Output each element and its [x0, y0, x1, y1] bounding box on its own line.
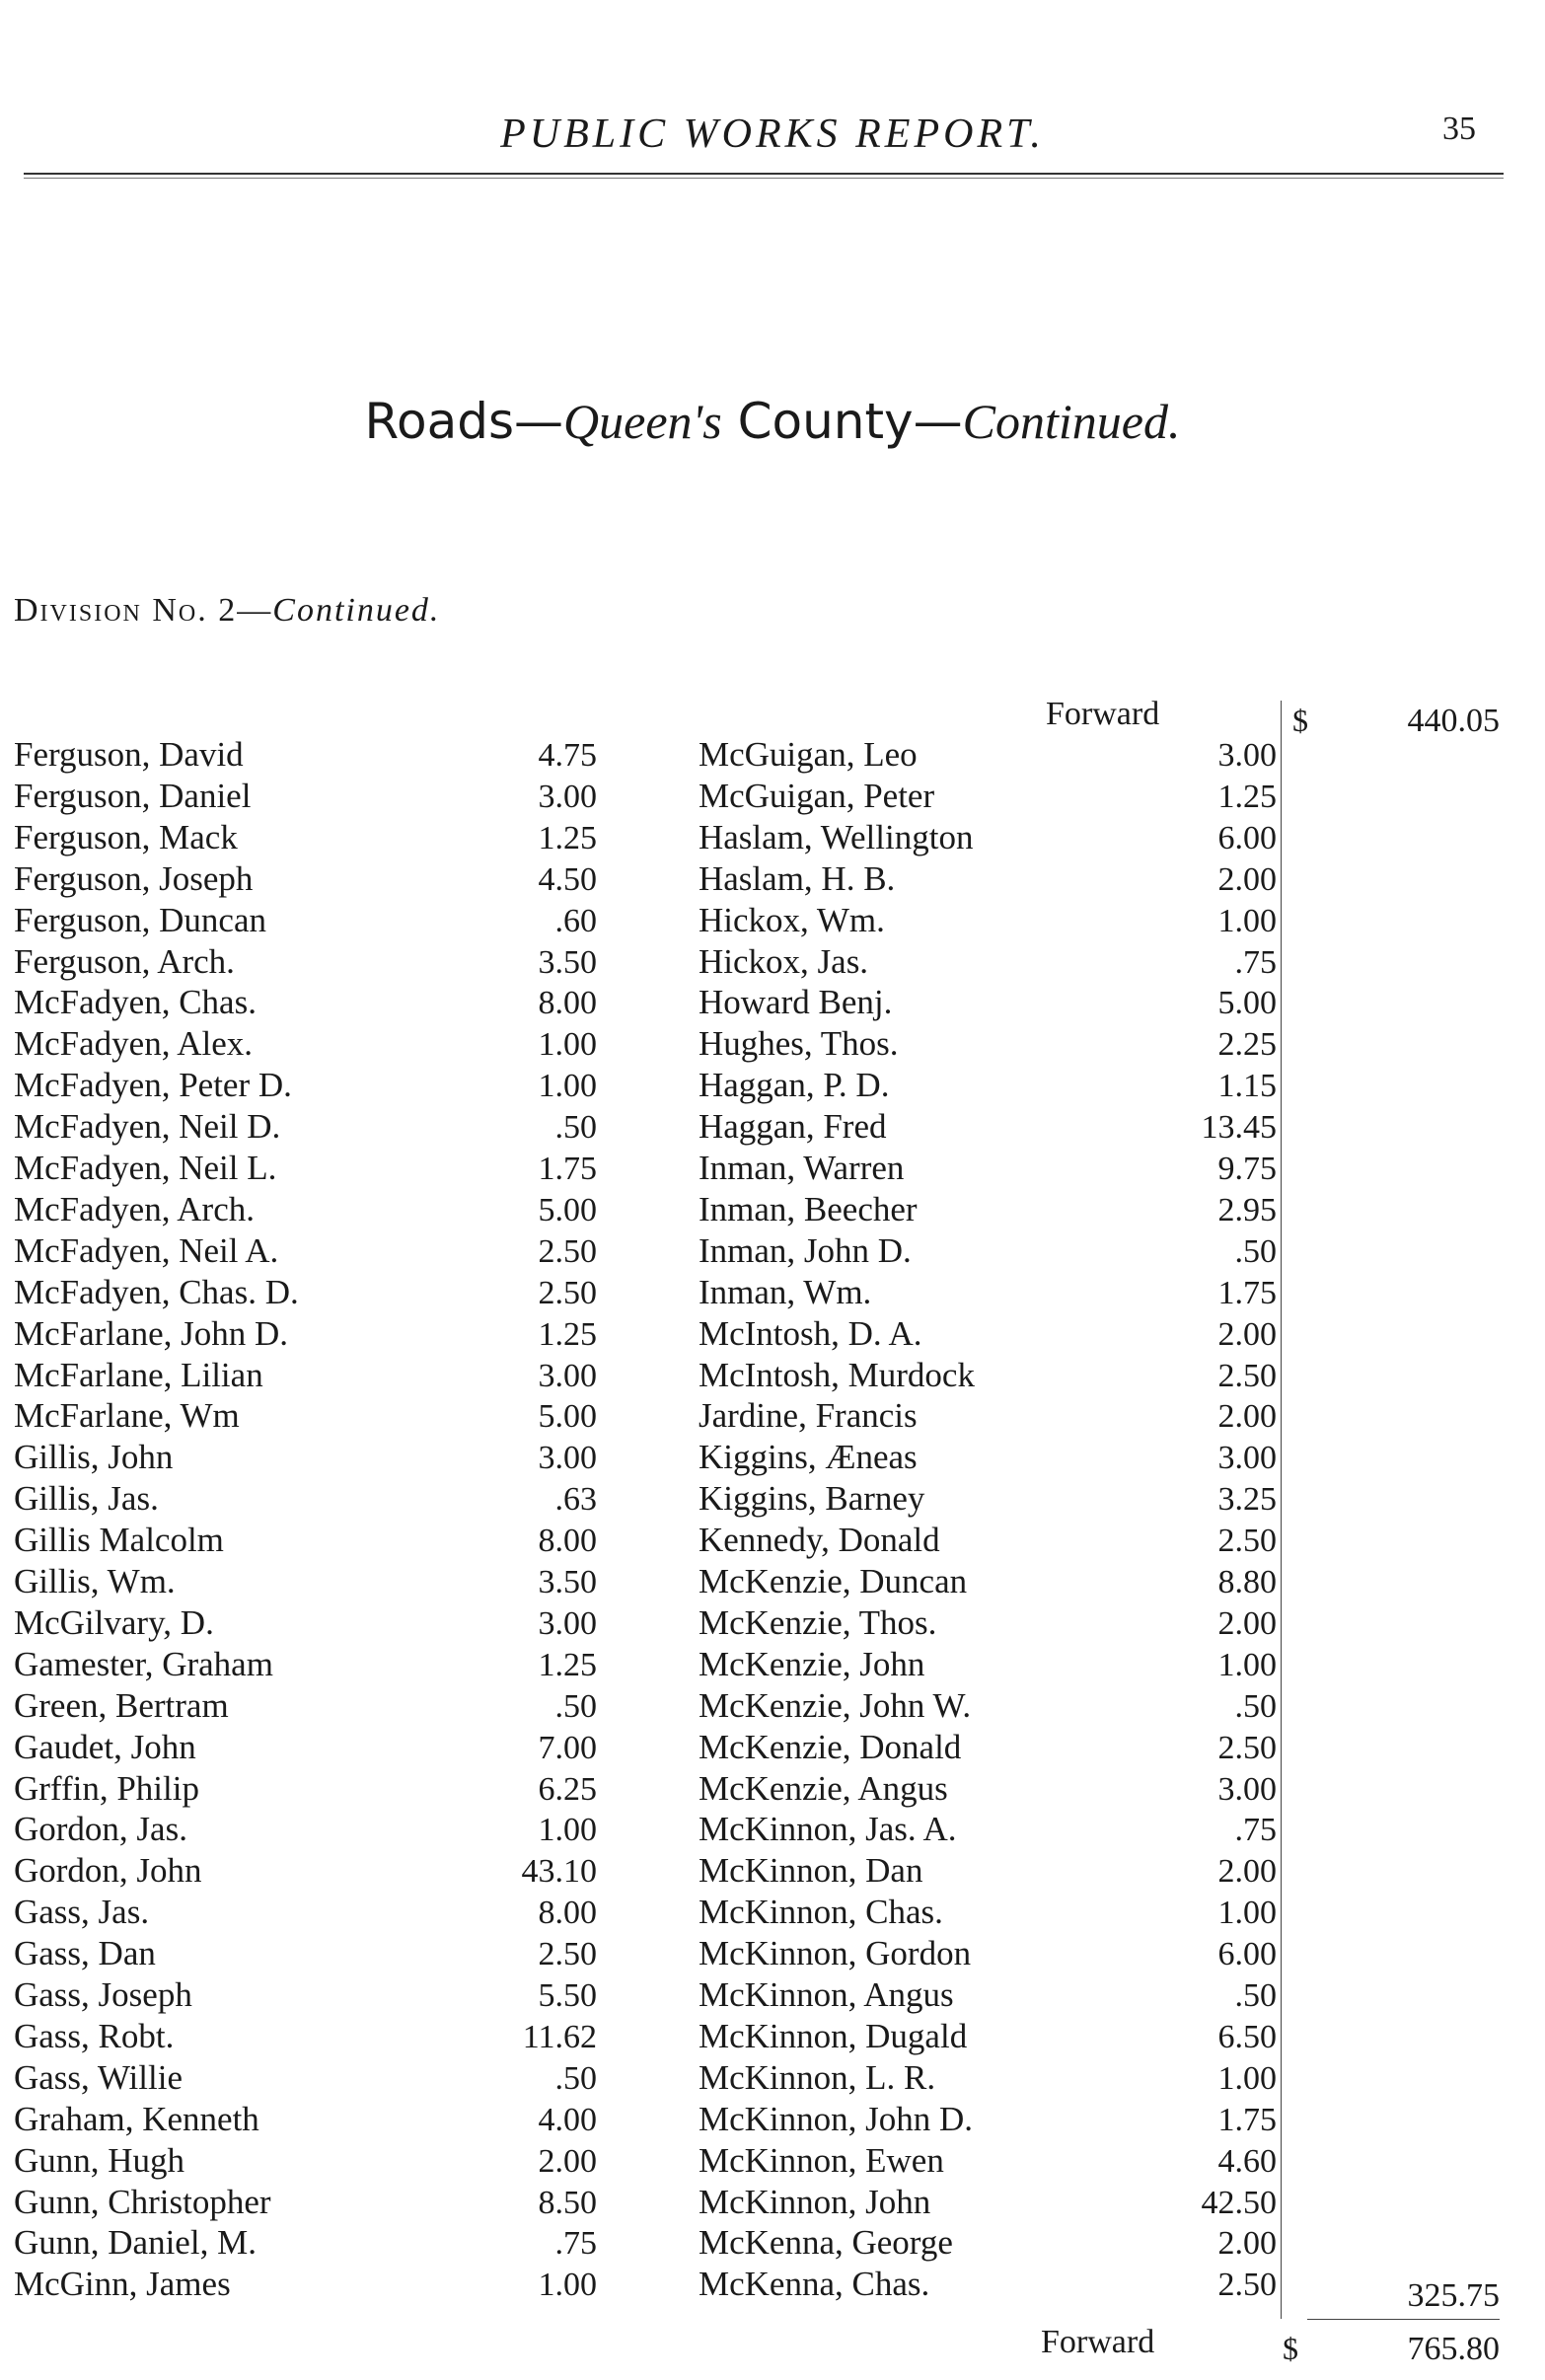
- ledger-entry-name: Gass, Dan: [14, 1934, 156, 1972]
- ledger-entry-amount: 3.50: [538, 944, 597, 981]
- ledger-entry-name: Gunn, Christopher: [14, 2183, 271, 2221]
- ledger-entry-amount: .50: [1234, 1233, 1277, 1270]
- ledger-entry-name: Gunn, Daniel, M.: [14, 2223, 257, 2262]
- ledger-entry-name: McKinnon, Jas. A.: [699, 1810, 957, 1848]
- ledger-entry-amount: 8.00: [538, 1523, 597, 1559]
- ledger-entry-name: Haslam, H. B.: [699, 859, 896, 898]
- ledger-entry-name: Inman, Wm.: [699, 1273, 872, 1311]
- ledger-entry-name: McKinnon, L. R.: [699, 2058, 936, 2097]
- ledger-entry-name: McGilvary, D.: [14, 1603, 214, 1642]
- ledger-entry-name: Ferguson, David: [14, 735, 244, 774]
- ledger-entry-name: Gordon, John: [14, 1851, 202, 1890]
- ledger-entry-name: Gaudet, John: [14, 1728, 196, 1766]
- ledger-entry-name: McKenna, George: [699, 2223, 953, 2262]
- ledger-entry-amount: 1.75: [1217, 2102, 1277, 2138]
- ledger-entry-amount: 1.00: [1217, 2060, 1277, 2097]
- forward-in-label: Forward: [1046, 696, 1160, 732]
- ledger-entry-name: McFadyen, Chas.: [14, 983, 257, 1021]
- ledger-entry-name: Ferguson, Arch.: [14, 942, 235, 981]
- ledger-entry-name: McFadyen, Chas. D.: [14, 1273, 299, 1311]
- ledger-entry-name: Ferguson, Joseph: [14, 859, 254, 898]
- ledger-entry-name: Gillis Malcolm: [14, 1521, 224, 1559]
- ledger-entry-name: Gillis, Jas.: [14, 1479, 159, 1518]
- ledger-entry-name: McKenzie, Donald: [699, 1728, 962, 1766]
- ledger-entry-amount: 3.00: [1217, 737, 1277, 774]
- ledger-entry-amount: 2.95: [1217, 1192, 1277, 1228]
- ledger-entry-name: Haslam, Wellington: [699, 818, 974, 856]
- ledger-entry-name: Hickox, Wm.: [699, 901, 885, 939]
- ledger-entry-name: McKinnon, Dan: [699, 1851, 923, 1890]
- ledger-entry-amount: 3.00: [538, 779, 597, 815]
- ledger-entry-amount: 2.50: [538, 1936, 597, 1972]
- ledger-entry-amount: .63: [554, 1481, 597, 1518]
- ledger-entry-amount: .50: [554, 2060, 597, 2097]
- ledger-entry-name: McFarlane, Lilian: [14, 1356, 263, 1394]
- ledger-entry-name: Gass, Willie: [14, 2058, 183, 2097]
- ledger-entry-amount: .50: [554, 1109, 597, 1146]
- ledger-entry-amount: 8.00: [538, 1895, 597, 1931]
- ledger-entry-amount: 1.25: [538, 1316, 597, 1353]
- ledger-entry-amount: 2.50: [538, 1233, 597, 1270]
- ledger-entry-name: McKinnon, John: [699, 2183, 931, 2221]
- ledger-entry-amount: .75: [1234, 944, 1277, 981]
- ledger-entry-amount: 6.50: [1217, 2019, 1277, 2055]
- ledger-entry-name: Ferguson, Mack: [14, 818, 238, 856]
- ledger-entry-amount: .60: [554, 903, 597, 939]
- ledger-entry-amount: 3.00: [1217, 1440, 1277, 1476]
- ledger-entry-name: Gillis, Wm.: [14, 1562, 176, 1600]
- header-rule: [24, 173, 1504, 179]
- ledger-entry-amount: 1.00: [538, 1812, 597, 1848]
- ledger-entry-name: McKenna, Chas.: [699, 2265, 930, 2303]
- ledger-entry-amount: 1.75: [1217, 1275, 1277, 1311]
- ledger-entry-name: McKenzie, Duncan: [699, 1562, 968, 1600]
- ledger-entry-amount: 2.50: [1217, 2267, 1277, 2303]
- ledger-entry-amount: 2.50: [1217, 1730, 1277, 1766]
- ledger-entry-amount: 43.10: [521, 1853, 597, 1890]
- ledger-entry-name: McFadyen, Arch.: [14, 1190, 255, 1228]
- ledger-entry-amount: 2.00: [1217, 1316, 1277, 1353]
- ledger-entry-amount: 2.00: [1217, 1853, 1277, 1890]
- ledger-entry-name: Inman, Warren: [699, 1149, 905, 1187]
- ledger-entry-amount: 4.75: [538, 737, 597, 774]
- section-title-county: County—: [721, 393, 963, 450]
- ledger-entry-name: McKenzie, John: [699, 1645, 925, 1683]
- ledger-entry-amount: 2.00: [1217, 2225, 1277, 2262]
- ledger-entry-amount: 42.50: [1201, 2185, 1277, 2221]
- ledger-entry-name: McFadyen, Alex.: [14, 1024, 254, 1063]
- ledger-entry-amount: 2.50: [1217, 1523, 1277, 1559]
- ledger-entry-name: McGinn, James: [14, 2265, 231, 2303]
- page-total: 325.75: [1407, 2277, 1500, 2314]
- ledger-entry-amount: 1.00: [538, 1026, 597, 1063]
- ledger-entry-name: McFarlane, John D.: [14, 1314, 289, 1353]
- ledger-entry-amount: 11.62: [522, 2019, 597, 2055]
- ledger-entry-amount: 1.75: [538, 1151, 597, 1187]
- ledger-entry-name: McKinnon, John D.: [699, 2100, 974, 2138]
- ledger-entry-amount: 2.00: [538, 2143, 597, 2180]
- ledger-entry-amount: 9.75: [1217, 1151, 1277, 1187]
- ledger-entry-name: Gass, Joseph: [14, 1975, 192, 2014]
- forward-out-currency: $: [1283, 2331, 1298, 2366]
- ledger-entry-amount: 1.15: [1217, 1068, 1277, 1104]
- forward-in-amount: 440.05: [1407, 703, 1500, 739]
- ledger-entry-amount: .75: [554, 2225, 597, 2262]
- ledger-entry-name: Kiggins, Æneas: [699, 1438, 918, 1476]
- ledger-entry-name: Haggan, P. D.: [699, 1066, 890, 1104]
- ledger-entry-name: Ferguson, Daniel: [14, 777, 252, 815]
- ledger-entry-name: McKenzie, John W.: [699, 1686, 972, 1725]
- ledger-entry-amount: 3.00: [538, 1358, 597, 1394]
- ledger-entry-amount: 2.00: [1217, 1605, 1277, 1642]
- amount-column-rule: [1281, 701, 1282, 2319]
- forward-out-amount: 765.80: [1407, 2331, 1500, 2367]
- ledger-entry-amount: 4.50: [538, 861, 597, 898]
- ledger-entry-name: McKenzie, Thos.: [699, 1603, 937, 1642]
- ledger-entry-amount: 1.00: [1217, 1647, 1277, 1683]
- ledger-entry-name: McIntosh, D. A.: [699, 1314, 922, 1353]
- ledger-entry-amount: 4.60: [1217, 2143, 1277, 2180]
- ledger-entry-amount: 8.00: [538, 985, 597, 1021]
- division-label: Division No. 2—: [14, 592, 273, 629]
- ledger-entry-amount: 8.80: [1217, 1564, 1277, 1600]
- ledger-entry-amount: 6.00: [1217, 820, 1277, 856]
- section-title-roads: Roads—: [364, 393, 564, 450]
- ledger-entry-amount: 3.50: [538, 1564, 597, 1600]
- ledger-entry-amount: 8.50: [538, 2185, 597, 2221]
- ledger-entry-amount: 2.00: [1217, 861, 1277, 898]
- ledger-entry-name: McKinnon, Dugald: [699, 2017, 968, 2055]
- ledger-entry-name: Haggan, Fred: [699, 1107, 887, 1146]
- ledger-entry-amount: 1.25: [538, 1647, 597, 1683]
- ledger-entry-name: McFadyen, Neil D.: [14, 1107, 281, 1146]
- ledger-entry-name: McIntosh, Murdock: [699, 1356, 975, 1394]
- ledger-entry-name: Howard Benj.: [699, 983, 893, 1021]
- division-continued: Continued.: [272, 592, 441, 629]
- ledger-entry-name: McKinnon, Gordon: [699, 1934, 972, 1972]
- ledger-entry-name: Graham, Kenneth: [14, 2100, 259, 2138]
- ledger-entry-name: Ferguson, Duncan: [14, 901, 266, 939]
- ledger-entry-name: McGuigan, Leo: [699, 735, 918, 774]
- total-rule: [1307, 2319, 1500, 2320]
- ledger-entry-name: McKenzie, Angus: [699, 1769, 948, 1808]
- ledger-entry-name: McKinnon, Chas.: [699, 1893, 943, 1931]
- ledger-entry-name: Gordon, Jas.: [14, 1810, 187, 1848]
- ledger-entry-amount: .75: [1234, 1812, 1277, 1848]
- ledger-entry-name: McKinnon, Ewen: [699, 2141, 944, 2180]
- ledger-entry-name: Gillis, John: [14, 1438, 174, 1476]
- forward-in-currency: $: [1292, 703, 1308, 738]
- ledger-entry-amount: 4.00: [538, 2102, 597, 2138]
- ledger-entry-amount: 1.00: [538, 2267, 597, 2303]
- ledger-entry-name: Hickox, Jas.: [699, 942, 869, 981]
- ledger-entry-name: McGuigan, Peter: [699, 777, 935, 815]
- ledger-entry-amount: 3.00: [1217, 1771, 1277, 1808]
- ledger-entry-name: McFadyen, Neil A.: [14, 1231, 279, 1270]
- division-heading: [14, 592, 440, 630]
- section-title: [0, 393, 1545, 450]
- ledger-entry-amount: 3.00: [538, 1440, 597, 1476]
- ledger-entry-amount: 5.00: [1217, 985, 1277, 1021]
- running-header-title: PUBLIC WORKS REPORT.: [500, 112, 1045, 157]
- ledger-entry-amount: 1.25: [538, 820, 597, 856]
- ledger-entry-name: Kennedy, Donald: [699, 1521, 940, 1559]
- ledger-entry-amount: 5.50: [538, 1977, 597, 2014]
- ledger-entry-name: Kiggins, Barney: [699, 1479, 925, 1518]
- ledger-entry-amount: 5.00: [538, 1192, 597, 1228]
- ledger-entry-amount: 1.00: [1217, 903, 1277, 939]
- ledger-entry-amount: 1.25: [1217, 779, 1277, 815]
- ledger-entry-name: Grffin, Philip: [14, 1769, 199, 1808]
- ledger-entry-amount: 2.50: [1217, 1358, 1277, 1394]
- ledger-entry-amount: 1.00: [1217, 1895, 1277, 1931]
- ledger-entry-amount: 3.00: [538, 1605, 597, 1642]
- ledger-entry-name: Green, Bertram: [14, 1686, 229, 1725]
- ledger-entry-name: Gass, Jas.: [14, 1893, 150, 1931]
- ledger-entry-amount: 1.00: [538, 1068, 597, 1104]
- section-title-queens: Queen's: [563, 394, 722, 449]
- ledger-entry-name: Hughes, Thos.: [699, 1024, 899, 1063]
- ledger-entry-name: Inman, John D.: [699, 1231, 912, 1270]
- ledger-entry-name: McFadyen, Peter D.: [14, 1066, 292, 1104]
- ledger-entry-amount: 3.25: [1217, 1481, 1277, 1518]
- page-number: 35: [1442, 111, 1476, 147]
- ledger-entry-amount: .50: [554, 1688, 597, 1725]
- ledger-entry-name: McKinnon, Angus: [699, 1975, 954, 2014]
- ledger-entry-amount: 2.25: [1217, 1026, 1277, 1063]
- ledger-entry-amount: 6.25: [538, 1771, 597, 1808]
- ledger-entry-name: McFarlane, Wm: [14, 1396, 240, 1435]
- ledger-entry-amount: .50: [1234, 1688, 1277, 1725]
- forward-out-label: Forward: [1041, 2324, 1155, 2360]
- ledger-entry-name: McFadyen, Neil L.: [14, 1149, 277, 1187]
- ledger-entry-name: Jardine, Francis: [699, 1396, 918, 1435]
- section-title-continued: Continued.: [962, 394, 1181, 449]
- ledger-entry-amount: 2.50: [538, 1275, 597, 1311]
- ledger-entry-name: Gunn, Hugh: [14, 2141, 185, 2180]
- ledger-entry-name: Inman, Beecher: [699, 1190, 918, 1228]
- ledger-entry-amount: 5.00: [538, 1398, 597, 1435]
- ledger-entry-name: Gass, Robt.: [14, 2017, 175, 2055]
- ledger-entry-amount: 7.00: [538, 1730, 597, 1766]
- ledger-entry-amount: 2.00: [1217, 1398, 1277, 1435]
- ledger-entry-amount: 13.45: [1201, 1109, 1277, 1146]
- ledger-entry-amount: 6.00: [1217, 1936, 1277, 1972]
- ledger-entry-name: Gamester, Graham: [14, 1645, 273, 1683]
- ledger-entry-amount: .50: [1234, 1977, 1277, 2014]
